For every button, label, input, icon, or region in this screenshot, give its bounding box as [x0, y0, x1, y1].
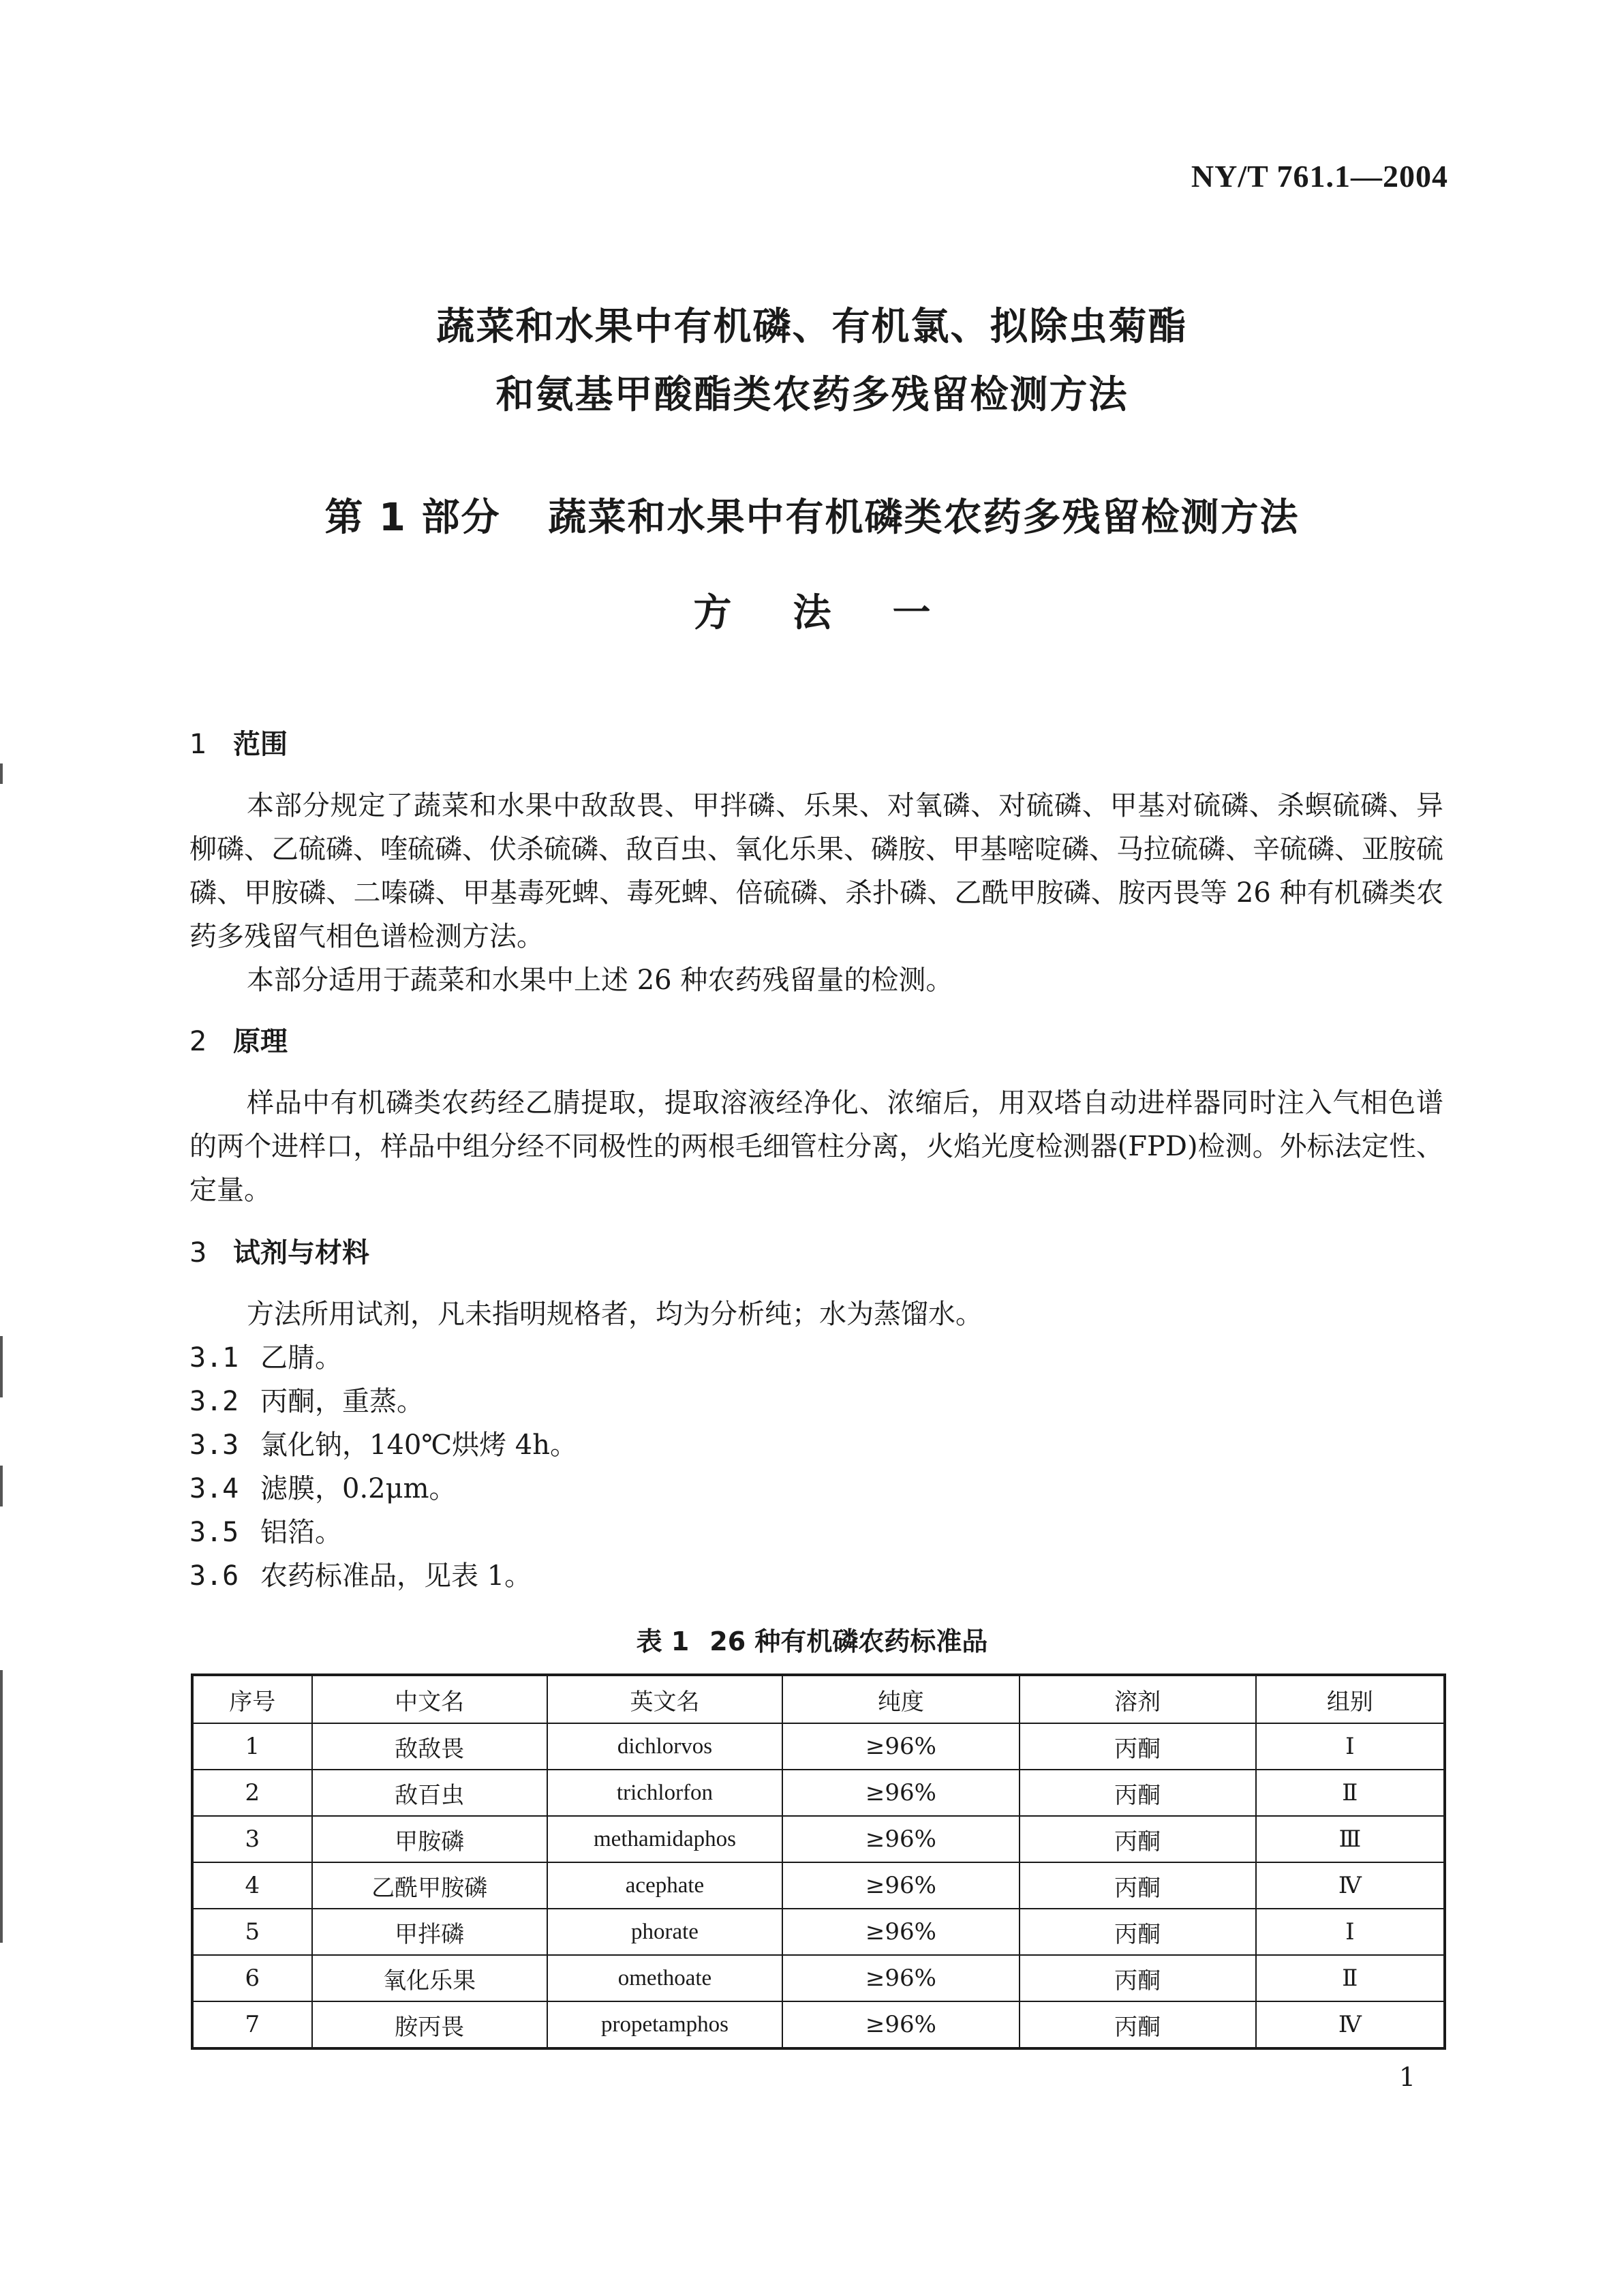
table-cell: ≥96% [782, 2001, 1019, 2048]
table-cell: propetamphos [547, 2001, 783, 2048]
section-number: 1 [189, 729, 207, 760]
table-row [192, 1816, 1445, 1862]
table-caption-title: 26 种有机磷农药标准品 [709, 1626, 988, 1656]
table-cell: omethoate [547, 1955, 783, 2001]
paragraph: 方法所用试剂，凡未指明规格者，均为分析纯；水为蒸馏水。 [247, 1299, 983, 1330]
table-row [192, 1909, 1445, 1955]
section-principle [189, 1021, 1443, 1212]
paragraph: 本部分适用于蔬菜和水果中上述 26 种农药残留量的检测。 [247, 965, 953, 996]
table-cell: ≥96% [782, 1909, 1019, 1955]
table-header-row [192, 1675, 1445, 1723]
scan-mark [0, 1336, 3, 1397]
item-text: 农药标准品，见表 1。 [260, 1560, 532, 1592]
column-header: 中文名 [312, 1675, 547, 1723]
table-cell: 丙酮 [1020, 1909, 1256, 1955]
column-header: 溶剂 [1020, 1675, 1256, 1723]
section-title: 原理 [233, 1026, 288, 1057]
scan-mark [0, 1670, 3, 1943]
page-number: 1 [1398, 2062, 1415, 2092]
table-cell: 丙酮 [1020, 1955, 1256, 2001]
scan-mark [0, 763, 3, 784]
table-cell: Ⅱ [1256, 1955, 1445, 2001]
table-cell: methamidaphos [547, 1816, 783, 1862]
standards-table [191, 1673, 1446, 2050]
section-heading [189, 1021, 1443, 1062]
table-cell: 丙酮 [1020, 1816, 1256, 1862]
table-cell: 丙酮 [1020, 1862, 1256, 1909]
table-row [192, 1770, 1445, 1816]
table-cell: 甲胺磷 [312, 1816, 547, 1862]
column-header: 英文名 [547, 1675, 783, 1723]
item-text: 滤膜，0.2μm。 [260, 1473, 457, 1504]
table-cell: 敌百虫 [312, 1770, 547, 1816]
column-header: 组别 [1256, 1675, 1445, 1723]
item-text: 丙酮，重蒸。 [260, 1386, 424, 1417]
item-number: 3.5 [189, 1517, 239, 1548]
table-cell: Ⅲ [1256, 1816, 1445, 1862]
section-number: 2 [189, 1026, 207, 1057]
item-text: 氯化钠，140℃烘烤 4h。 [260, 1429, 578, 1461]
column-header: 纯度 [782, 1675, 1019, 1723]
table-cell: 敌敌畏 [312, 1723, 547, 1770]
table-cell: 6 [192, 1955, 312, 2001]
table-cell: ≥96% [782, 1770, 1019, 1816]
table-cell: 4 [192, 1862, 312, 1909]
item-number: 3.4 [189, 1473, 239, 1504]
table-cell: Ⅱ [1256, 1770, 1445, 1816]
list-item [189, 1511, 1443, 1554]
section-scope [189, 724, 1443, 1002]
table-cell: ≥96% [782, 1862, 1019, 1909]
item-text: 铝箔。 [260, 1517, 342, 1548]
table-cell: ≥96% [782, 1816, 1019, 1862]
table-row [192, 2001, 1445, 2048]
item-number: 3.3 [189, 1429, 239, 1461]
section-heading [189, 1232, 1443, 1273]
list-item [189, 1380, 1443, 1423]
table-cell: 7 [192, 2001, 312, 2048]
table-row [192, 1723, 1445, 1770]
item-number: 3.1 [189, 1342, 239, 1374]
table-cell: dichlorvos [547, 1723, 783, 1770]
method-title: 方法一 [693, 591, 992, 635]
table-cell: 1 [192, 1723, 312, 1770]
table-cell: 丙酮 [1020, 1723, 1256, 1770]
table-cell: 胺丙畏 [312, 2001, 547, 2048]
title-line-1: 蔬菜和水果中有机磷、有机氯、拟除虫菊酯 [436, 305, 1188, 349]
item-number: 3.6 [189, 1560, 239, 1592]
section-heading [189, 724, 1443, 765]
table-cell: Ⅰ [1256, 1909, 1445, 1955]
table-caption [0, 1622, 1624, 1661]
paragraph: 样品中有机磷类农药经乙腈提取，提取溶液经净化、浓缩后，用双塔自动进样器同时注入气相色谱的两个进样口，样品中组分经不同极性的两根毛细管柱分离，火焰光度检测器(FPD)检测。外标法定性、定量。 [189, 1087, 1443, 1206]
section-number: 3 [189, 1237, 207, 1269]
list-item [189, 1467, 1443, 1511]
part-name: 蔬菜和水果中有机磷类农药多残留检测方法 [548, 496, 1300, 540]
paragraph: 本部分规定了蔬菜和水果中敌敌畏、甲拌磷、乐果、对氧磷、对硫磷、甲基对硫磷、杀螟硫磷、异柳磷、乙硫磷、喹硫磷、伏杀硫磷、敌百虫、氧化乐果、磷胺、甲基嘧啶磷、马拉硫磷、辛硫磷、亚胺硫磷、甲胺磷、二嗪磷、甲基毒死蜱、毒死蜱、倍硫磷、杀扑磷、乙酰甲胺磷、胺丙畏等 26 种有机磷类农药多残留气相色谱检测方法。 [189, 790, 1443, 952]
table-cell: phorate [547, 1909, 783, 1955]
list-item [189, 1554, 1443, 1598]
table-row [192, 1862, 1445, 1909]
table-cell: trichlorfon [547, 1770, 783, 1816]
table-cell: 氧化乐果 [312, 1955, 547, 2001]
scan-mark [0, 1466, 3, 1506]
table-cell: 丙酮 [1020, 2001, 1256, 2048]
table-caption-number: 表 1 [636, 1626, 690, 1656]
table-cell: Ⅳ [1256, 2001, 1445, 2048]
section-title: 范围 [233, 729, 288, 760]
column-header: 序号 [192, 1675, 312, 1723]
standard-number: NY/T 761.1—2004 [1191, 159, 1448, 194]
part-number: 第 1 部分 [324, 496, 501, 540]
section-title: 试剂与材料 [233, 1237, 369, 1269]
section-reagents [189, 1232, 1443, 1598]
list-item [189, 1336, 1443, 1380]
list-item [189, 1423, 1443, 1467]
table-cell: ≥96% [782, 1955, 1019, 2001]
table-cell: 3 [192, 1816, 312, 1862]
table-cell: Ⅳ [1256, 1862, 1445, 1909]
table-cell: Ⅰ [1256, 1723, 1445, 1770]
table-cell: 5 [192, 1909, 312, 1955]
title-line-2: 和氨基甲酸酯类农药多残留检测方法 [495, 373, 1129, 417]
table-cell: ≥96% [782, 1723, 1019, 1770]
table-row [192, 1955, 1445, 2001]
item-number: 3.2 [189, 1386, 239, 1417]
part-title [0, 491, 1624, 545]
table-cell: 甲拌磷 [312, 1909, 547, 1955]
item-text: 乙腈。 [260, 1342, 342, 1374]
table-cell: acephate [547, 1862, 783, 1909]
table-cell: 乙酰甲胺磷 [312, 1862, 547, 1909]
table-cell: 2 [192, 1770, 312, 1816]
table-cell: 丙酮 [1020, 1770, 1256, 1816]
document-title [0, 293, 1624, 429]
